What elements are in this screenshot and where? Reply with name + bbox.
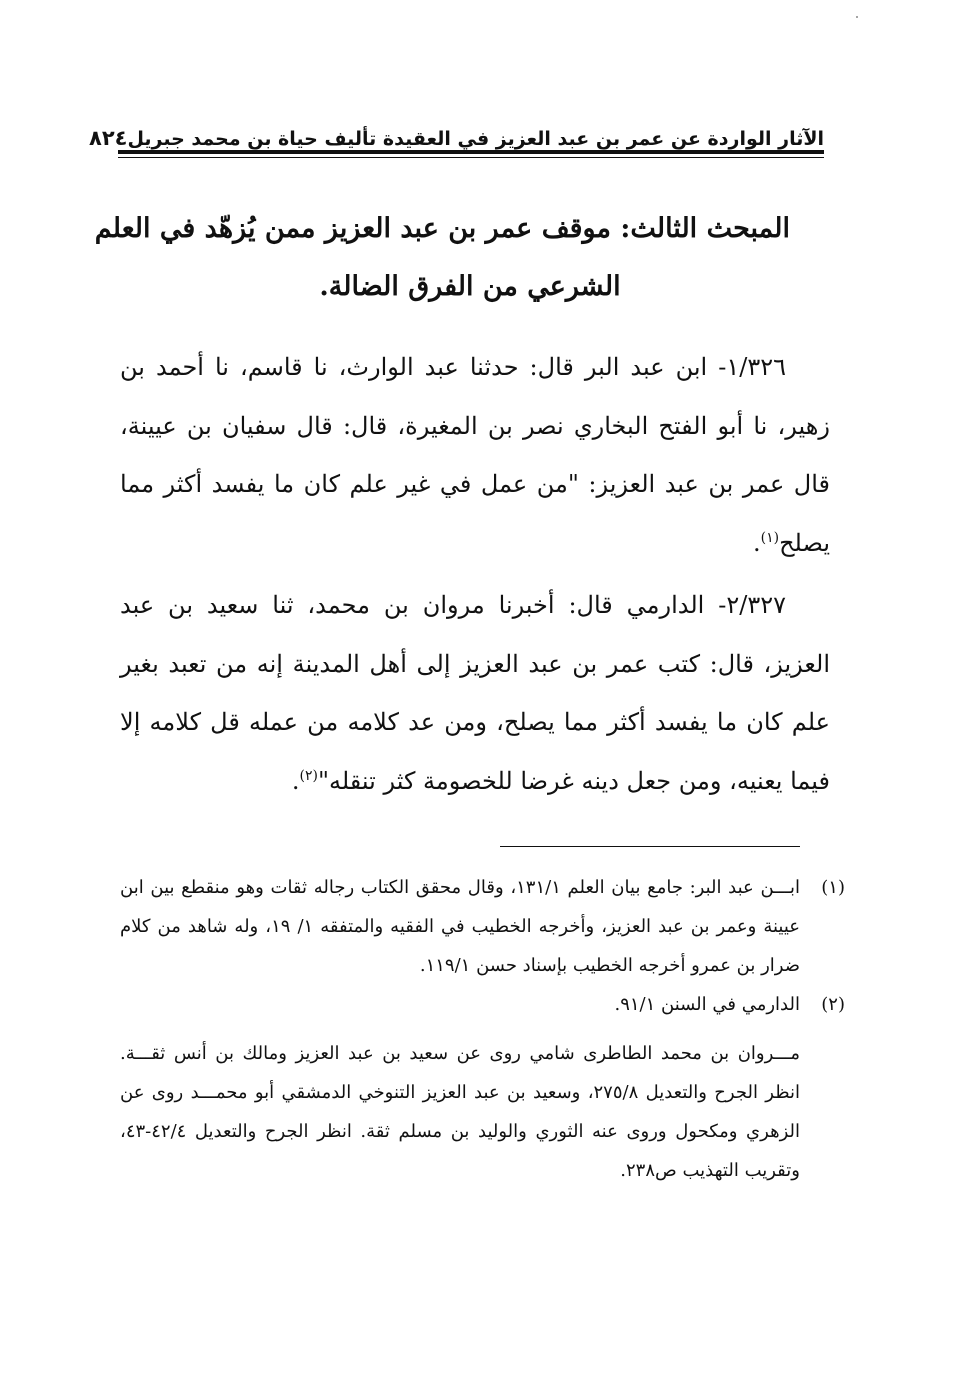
section-title bbox=[94, 200, 790, 316]
narration-number: ١/٣٢٦- bbox=[718, 353, 786, 381]
section-title-line-2: الشرعي من الفرق الضالة. bbox=[319, 271, 621, 302]
footnote bbox=[120, 985, 845, 1024]
footnote-reference: (٢) bbox=[299, 767, 318, 784]
narration-text: الدارمي قال: أخبرنا مروان بن محمد، ثنا سعيد بن عبد العزيز، قال: كتب عمر بن عبد العزيز إلى أهل المدينة إنه من تعبد بغير علم كان ما يفسد أكثر مما يصلح، ومن عد كلامه من عمله قل كلامه إلا فيما يعنيه، ومن جعل دينه غرضا للخصومة كثر تنقله" bbox=[120, 591, 831, 795]
running-header bbox=[89, 116, 824, 150]
section-title-line-1: المبحث الثالث: موقف عمر بن عبد العزيز ممن يُزهّد في العلم bbox=[94, 213, 790, 244]
narration-paragraph bbox=[120, 338, 830, 572]
narration-paragraph bbox=[120, 576, 830, 810]
main-text bbox=[120, 338, 830, 810]
footnote-continuation: مـــروان بن محمد الطاطرى شامي روى عن سعيد بن عبد العزيز ومالك بن أنس ثقـــة. انظر الجرح والتعديل ٢٧٥/٨، وسعيد بن عبد العزيز التنوخي الدمشقي أبو محمـــد روى عن الزهري ومكحول وروى عنه الثوري والوليد بن مسلم ثقة. انظر الجرح والتعديل ٤٢/٤-٤٣، وتقريب التهذيب ص٢٣٨. bbox=[120, 1043, 800, 1181]
narration-number: ٢/٣٢٧- bbox=[718, 591, 786, 619]
narration-end: . bbox=[291, 766, 300, 795]
footnote-text: ابـــن عبد البر: جامع بيان العلم ١٣١/١، وقال محقق الكتاب رجاله ثقات وهو منقطع بين ابن عيينة وعمر بن عبد العزيز، وأخرجه الخطيب في الفقيه والمتفقه ١/ ١٩، وله شاهد من كلام ضرار بن عمرو أخرجه الخطيب بإسناد حسن ١١٩/١. bbox=[120, 877, 800, 976]
header-rule-thick bbox=[118, 150, 824, 154]
running-title: الآثار الواردة عن عمر بن عبد العزيز في العقيدة تأليف حياة بن محمد جبريل bbox=[127, 128, 824, 150]
footnote-label: (١) bbox=[821, 877, 845, 898]
footnote-reference: (١) bbox=[760, 529, 780, 546]
scan-speck bbox=[856, 16, 858, 18]
header-rule-thin bbox=[118, 157, 824, 158]
narration-end: . bbox=[752, 528, 761, 557]
narration-text: ابن عبد البر قال: حدثنا عبد الوارث، نا قاسم، نا أحمد بن زهير، نا أبو الفتح البخاري نصر بن المغيرة، قال: قال سفيان بن عيينة، قال عمر بن عبد العزيز: "من عمل في غير علم كان ما يفسد أكثر مما يصلح bbox=[120, 353, 830, 557]
footnote-label: (٢) bbox=[821, 994, 845, 1015]
footnote-separator bbox=[500, 846, 800, 847]
footnote bbox=[120, 868, 845, 985]
page-number: ٨٢٤ bbox=[89, 126, 128, 150]
footnotes bbox=[120, 868, 845, 1190]
footnote-text: الدارمي في السنن ٩١/١. bbox=[614, 994, 800, 1015]
